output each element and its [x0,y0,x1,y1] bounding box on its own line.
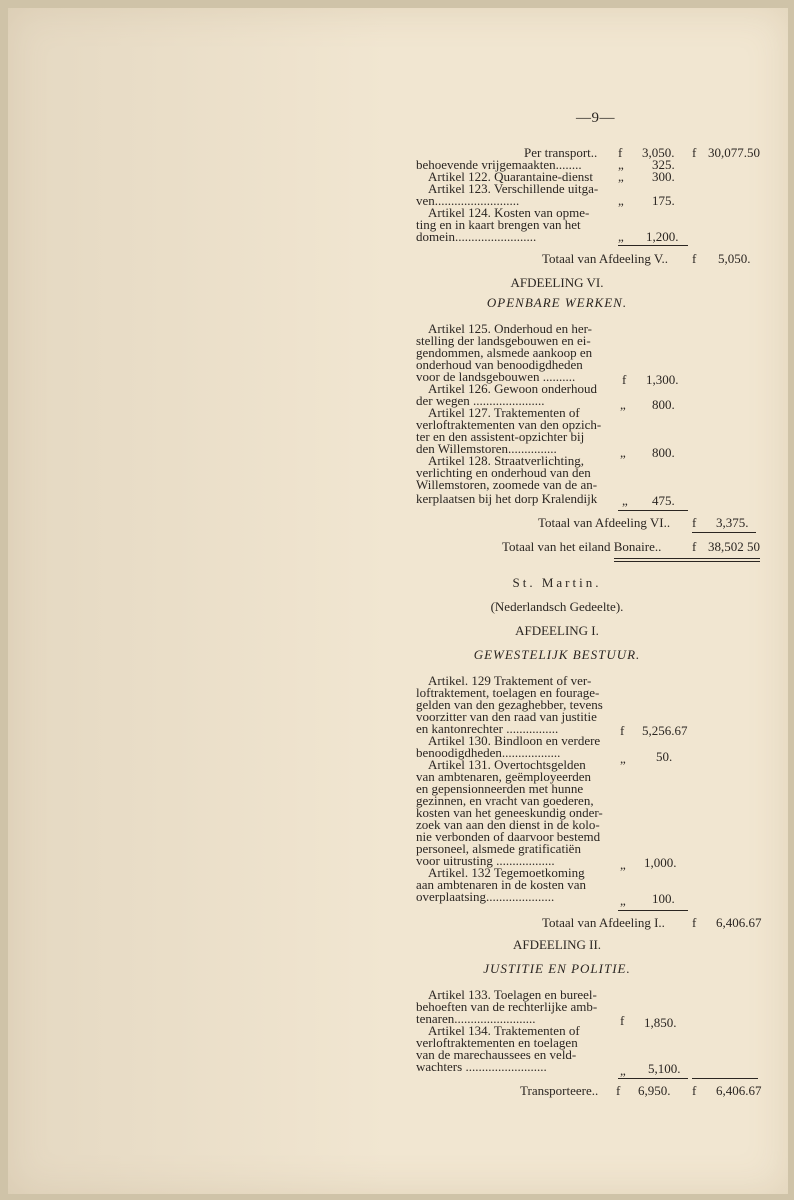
amount: 800. [652,397,675,412]
text-line: behoeften van de rechterlijke amb- [416,999,598,1014]
section-heading: AFDEELING II. [512,937,602,952]
transport-amount: 6,950. [638,1083,671,1098]
article-131: Artikel 131. Overtochtsgelden [428,757,586,772]
sum-rule [618,510,688,511]
amount: 325. [652,157,675,172]
text-line: tenaren......................... [416,1011,536,1026]
island-subheading: (Nederlandsch Gedeelte). [490,599,624,614]
ditto-mark: „ [620,397,626,412]
text-line: voorzitter van den raad van justitie [416,709,597,724]
article-134: Artikel 134. Traktementen of [428,1023,580,1038]
text-line: van ambtenaren, geëmployeerden [416,769,592,784]
total-afdeeling-6-label: Totaal van Afdeeling VI.. [538,515,671,530]
page-number: —9— [576,110,615,126]
total-bonaire-label: Totaal van het eiland Bonaire.. [502,539,662,554]
total-afdeeling-5-amount: 5,050. [718,251,751,266]
sum-rule [618,1078,688,1079]
florin-sign: f [616,1083,621,1098]
ditto-mark: „ [618,157,624,172]
amount: 100. [652,891,675,906]
florin-sign: f [620,1013,625,1028]
text-line: domein......................... [416,229,537,244]
per-transport-label: Per transport.. [524,145,598,160]
section-heading: AFDEELING VI. [510,275,604,290]
text-line: verlichting en onderhoud van den [416,465,591,480]
florin-sign: f [692,1083,697,1098]
island-heading: St. Martin. [512,575,602,590]
florin-sign: f [692,515,697,530]
text-line: ting en in kaart brengen van het [416,217,581,232]
amount: 30,077.50 [708,145,760,160]
ditto-mark: „ [618,229,624,244]
transport-amount: 6,406.67 [716,1083,762,1098]
text-line: kosten van het geneeskundig onder- [416,805,603,820]
ditto-mark: „ [620,1063,626,1078]
amount: 1,850. [644,1015,677,1030]
text-line: stelling der landsgebouwen en ei- [416,333,591,348]
florin-sign: f [622,372,627,387]
sum-rule [692,1078,758,1079]
total-afdeeling-1-label: Totaal van Afdeeling I.. [542,915,665,930]
text-line: verloftraktementen van den opzich- [416,417,602,432]
section-subheading: OPENBARE WERKEN. [486,295,628,310]
article-123: Artikel 123. Verschillende uitga- [428,181,599,196]
florin-sign: f [618,145,623,160]
text-line: verloftraktementen en toelagen [416,1035,578,1050]
florin-sign: f [692,539,697,554]
article-125: Artikel 125. Onderhoud en her- [428,321,592,336]
article-124: Artikel 124. Kosten van opme- [428,205,590,220]
transport-label: Transporteere.. [520,1083,599,1098]
amount: 175. [652,193,675,208]
article-128: Artikel 128. Straatverlichting, [428,453,584,468]
total-afdeeling-5-label: Totaal van Afdeeling V.. [542,251,669,266]
ditto-mark: „ [618,193,624,208]
text-line: ter en den assistent-opzichter bij [416,429,585,444]
amount: 50. [656,749,673,764]
florin-sign: f [692,145,697,160]
ditto-mark: „ [620,445,626,460]
amount: 5,256.67 [642,723,688,738]
ditto-mark: „ [620,893,626,908]
text-line: der wegen ...................... [416,393,545,408]
amount: 475. [652,493,675,508]
text-line: onderhoud van benoodigdheden [416,357,583,372]
bleed-through-shadow [8,8,388,1194]
text-line: gendommen, alsmede aankoop en [416,345,593,360]
text-line: den Willemstoren............... [416,441,557,456]
section-subheading: GEWESTELIJK BESTUUR. [473,647,641,662]
amount: 1,000. [644,855,677,870]
ditto-mark: „ [618,169,624,184]
text-line: benoodigdheden.................. [416,745,561,760]
text-line: Willemstoren, zoomede van de an- [416,477,598,492]
text-line: overplaatsing..................... [416,889,555,904]
total-bonaire-amount: 38,502 50 [708,539,760,554]
text-line: gezinnen, en vracht van goederen, [416,793,594,808]
text-line: zoek van aan den dienst in de kolo- [416,817,600,832]
text-line: voor de landsgebouwen .......... [416,369,576,384]
total-afdeeling-1-amount: 6,406.67 [716,915,762,930]
text-line: nie verbonden of daarvoor bestemd [416,829,601,844]
text-line: aan ambtenaren in de kosten van [416,877,587,892]
amount: 3,050. [642,145,675,160]
amount: 800. [652,445,675,460]
text-line: gelden van den gezaghebber, tevens [416,697,603,712]
text-line: kerplaatsen bij het dorp Kralendijk [416,491,598,506]
double-rule-bottom [614,561,760,562]
text-line: personeel, alsmede gratificatiën [416,841,581,856]
article-130: Artikel 130. Bindloon en verdere [428,733,601,748]
article-122: Artikel 122. Quarantaine-dienst [428,169,593,184]
article-126: Artikel 126. Gewoon onderhoud [428,381,597,396]
text-line: voor uitrusting .................. [416,853,555,868]
article-133: Artikel 133. Toelagen en bureel- [428,987,597,1002]
sum-rule [618,910,688,911]
article-132: Artikel. 132 Tegemoetkoming [428,865,585,880]
double-rule-top [614,558,760,559]
ditto-mark: „ [620,857,626,872]
text-line: en kantonrechter ................ [416,721,559,736]
text-line: en gepensionneerden met hunne [416,781,584,796]
ditto-mark: „ [620,751,626,766]
sum-rule [618,245,688,246]
text-line: ven.......................... [416,193,520,208]
text-line: behoevende vrijgemaakten........ [416,157,582,172]
amount: 5,100. [648,1061,681,1076]
text-line: wachters ......................... [416,1059,547,1074]
amount: 1,200. [646,229,679,244]
florin-sign: f [692,915,697,930]
section-heading: AFDEELING I. [515,623,599,638]
text-line: loftraktement, toelagen en fourage- [416,685,600,700]
text-line: van de marechaussees en veld- [416,1047,577,1062]
article-127: Artikel 127. Traktementen of [428,405,580,420]
total-afdeeling-6-amount: 3,375. [716,515,749,530]
florin-sign: f [692,251,697,266]
florin-sign: f [620,723,625,738]
article-129: Artikel. 129 Traktement of ver- [428,673,592,688]
amount: 1,300. [646,372,679,387]
ditto-mark: „ [622,493,628,508]
sum-rule [692,532,756,533]
section-subheading: JUSTITIE EN POLITIE. [483,961,631,976]
amount: 300. [652,169,675,184]
